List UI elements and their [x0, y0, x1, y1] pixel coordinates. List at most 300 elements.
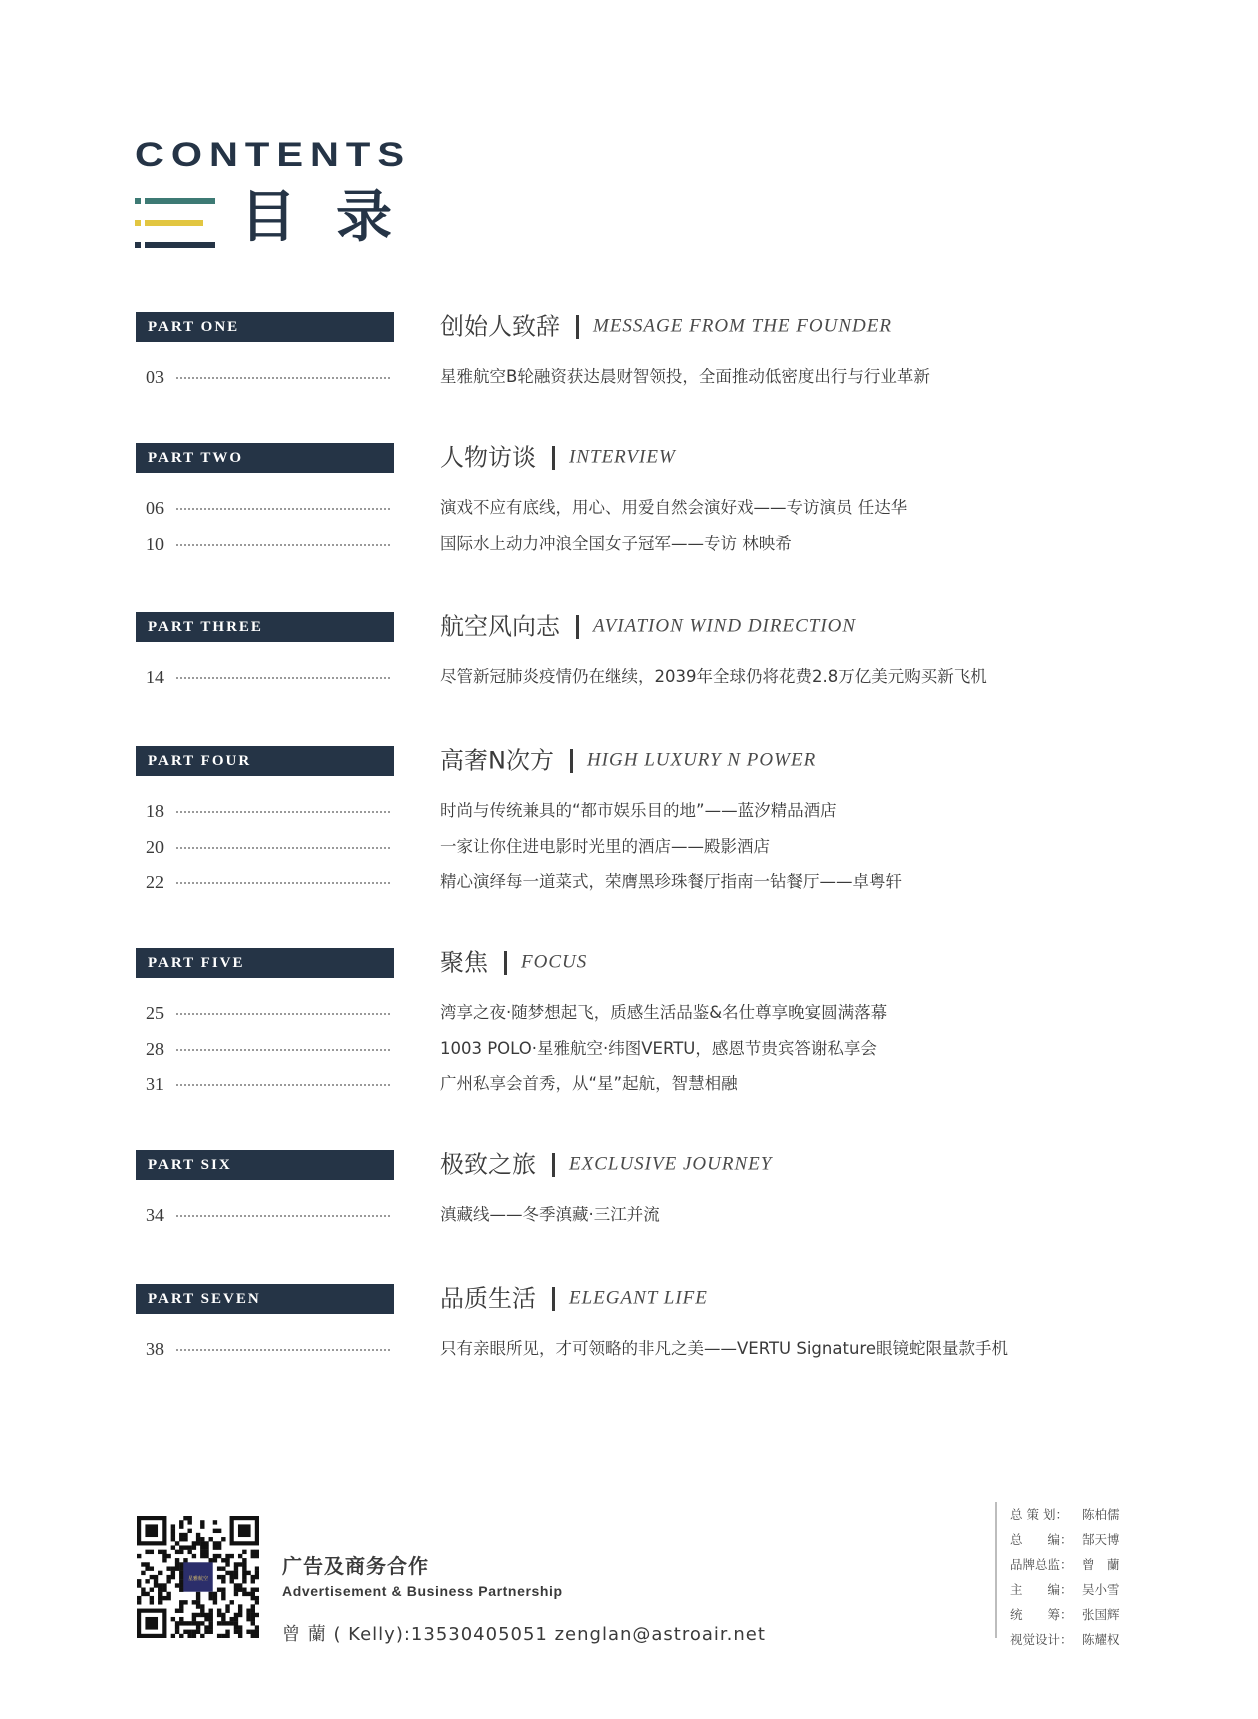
toc-entry[interactable]: [0, 1034, 1258, 1064]
qr-module: [209, 1613, 213, 1617]
qr-module: [200, 1613, 204, 1617]
toc-dot-leader: [176, 1084, 390, 1086]
qr-module: [145, 1550, 149, 1554]
toc-entry-page: 03: [146, 367, 164, 387]
qr-module: [221, 1596, 225, 1600]
qr-module: [213, 1558, 217, 1562]
qr-module: [187, 1520, 191, 1524]
qr-module: [238, 1562, 242, 1566]
toc-dot-leader: [176, 677, 390, 679]
qr-module: [204, 1617, 208, 1621]
credit-role: 统 筹：: [1010, 1607, 1073, 1622]
qr-module: [187, 1630, 191, 1634]
toc-entry[interactable]: [0, 832, 1258, 862]
qr-finder-center: [145, 1617, 158, 1630]
part-badge: PART SEVEN: [136, 1284, 394, 1314]
qr-module: [196, 1541, 200, 1545]
qr-module: [255, 1613, 259, 1617]
qr-module: [255, 1630, 259, 1634]
qr-module: [179, 1609, 183, 1613]
qr-module: [162, 1588, 166, 1592]
qr-module: [251, 1617, 255, 1621]
qr-module: [187, 1529, 191, 1533]
credit-name: 曾 蘭: [1082, 1557, 1120, 1572]
contents-logo-bars: [135, 198, 215, 248]
qr-module: [221, 1592, 225, 1596]
section-title-cn: 极致之旅: [440, 1150, 536, 1179]
credit-role: 视觉设计：: [1010, 1632, 1073, 1647]
qr-module: [217, 1545, 221, 1549]
qr-module: [137, 1596, 141, 1600]
logo-dot-yellow: [135, 220, 141, 226]
qr-module: [246, 1592, 250, 1596]
qr-module: [242, 1588, 246, 1592]
toc-entry-page: 20: [146, 836, 164, 857]
qr-module: [225, 1554, 229, 1558]
credit-name: 张国辉: [1082, 1607, 1120, 1622]
qr-module: [234, 1625, 238, 1629]
toc-entry-page: 06: [146, 498, 164, 518]
qr-module: [213, 1545, 217, 1549]
section-title-en: MESSAGE FROM THE FOUNDER: [593, 315, 892, 337]
qr-code-image: [137, 1516, 259, 1638]
toc-entry[interactable]: [0, 796, 1258, 826]
qr-module: [217, 1575, 221, 1579]
qr-module: [251, 1592, 255, 1596]
qr-module: [171, 1575, 175, 1579]
qr-module: [137, 1600, 141, 1604]
credit-role: 品牌总监：: [1010, 1557, 1073, 1572]
qr-module: [171, 1545, 175, 1549]
qr-module: [166, 1554, 170, 1558]
part-badge: PART FOUR: [136, 746, 394, 776]
qr-module: [179, 1617, 183, 1621]
qr-module: [221, 1558, 225, 1562]
qr-module: [251, 1604, 255, 1608]
credit-name: 郜天博: [1082, 1532, 1120, 1547]
credits-divider: [995, 1502, 997, 1638]
part-badge: PART ONE: [136, 312, 394, 342]
toc-entry-page: 31: [146, 1074, 164, 1094]
qr-module: [196, 1630, 200, 1634]
qr-module: [166, 1592, 170, 1596]
section-title-cn: 人物访谈: [440, 443, 536, 472]
toc-dot-leader: [176, 377, 390, 379]
ad-title-en: Advertisement & Business Partnership: [282, 1583, 563, 1599]
qr-module: [192, 1634, 196, 1638]
qr-module: [192, 1545, 196, 1549]
toc-dot-leader: [176, 1215, 390, 1217]
qr-module: [213, 1600, 217, 1604]
qr-module: [141, 1588, 145, 1592]
qr-module: [234, 1583, 238, 1587]
section-heading[interactable]: [440, 1282, 708, 1314]
qr-module: [230, 1600, 234, 1604]
qr-module: [158, 1592, 162, 1596]
credit-role: 总 编：: [1010, 1532, 1073, 1547]
qr-module: [217, 1566, 221, 1570]
qr-module: [179, 1600, 183, 1604]
qr-module: [213, 1541, 217, 1545]
toc-entry-title: 演戏不应有底线，用心、用爱自然会演好戏——专访演员 任达华: [440, 498, 908, 517]
toc-entry-title: 尽管新冠肺炎疫情仍在继续，2039年全球仍将花费2.8万亿美元购买新飞机: [440, 667, 987, 686]
qr-module: [209, 1617, 213, 1621]
qr-module: [166, 1579, 170, 1583]
qr-module: [192, 1617, 196, 1621]
toc-entry-title: 广州私享会首秀，从“星”起航，智慧相融: [440, 1074, 738, 1093]
qr-module: [204, 1625, 208, 1629]
toc-dot-leader: [176, 1049, 390, 1051]
qr-module: [166, 1575, 170, 1579]
qr-module: [158, 1571, 162, 1575]
toc-dot-leader: [176, 1349, 390, 1351]
qr-module: [171, 1537, 175, 1541]
qr-module: [141, 1562, 145, 1566]
qr-module: [175, 1630, 179, 1634]
qr-module: [221, 1621, 225, 1625]
qr-module: [158, 1583, 162, 1587]
toc-entry[interactable]: [0, 867, 1258, 897]
qr-module: [234, 1617, 238, 1621]
qr-module: [230, 1571, 234, 1575]
qr-module: [234, 1613, 238, 1617]
qr-module: [251, 1550, 255, 1554]
qr-module: [187, 1550, 191, 1554]
qr-module: [141, 1592, 145, 1596]
qr-module: [251, 1575, 255, 1579]
qr-module: [242, 1558, 246, 1562]
qr-module: [154, 1583, 158, 1587]
qr-module: [242, 1592, 246, 1596]
qr-module: [251, 1588, 255, 1592]
qr-module: [251, 1634, 255, 1638]
qr-module: [234, 1630, 238, 1634]
qr-module: [179, 1579, 183, 1583]
toc-entry-title: 精心演绎每一道菜式，荣膺黑珍珠餐厅指南一钻餐厅——卓粤轩: [440, 872, 902, 891]
qr-module: [179, 1588, 183, 1592]
toc-entry[interactable]: [0, 662, 1258, 692]
logo-dot-navy: [135, 242, 141, 248]
qr-module: [183, 1558, 187, 1562]
part-badge: PART FIVE: [136, 948, 394, 978]
qr-module: [196, 1621, 200, 1625]
part-badge: PART THREE: [136, 612, 394, 642]
qr-module: [221, 1634, 225, 1638]
qr-module: [255, 1571, 259, 1575]
section-title-separator: [552, 1287, 555, 1311]
toc-entry-title: 星雅航空B轮融资获达晨财智领投，全面推动低密度出行与行业革新: [440, 367, 930, 386]
qr-module: [145, 1566, 149, 1570]
qr-module: [150, 1600, 154, 1604]
qr-module: [196, 1613, 200, 1617]
qr-module: [162, 1583, 166, 1587]
qr-module: [196, 1600, 200, 1604]
toc-entry-page: 34: [146, 1205, 164, 1225]
qr-module: [145, 1562, 149, 1566]
qr-module: [221, 1579, 225, 1583]
qr-module: [179, 1583, 183, 1587]
logo-bar-teal: [145, 198, 215, 204]
qr-module: [242, 1571, 246, 1575]
qr-module: [242, 1550, 246, 1554]
qr-module: [187, 1545, 191, 1549]
toc-entry-title: 滇藏线——冬季滇藏·三江并流: [440, 1205, 660, 1224]
qr-module: [200, 1621, 204, 1625]
qr-module: [251, 1579, 255, 1583]
toc-dot-leader: [176, 544, 390, 546]
qr-module: [217, 1621, 221, 1625]
qr-module: [196, 1596, 200, 1600]
qr-module: [162, 1554, 166, 1558]
qr-module: [255, 1596, 259, 1600]
qr-module: [175, 1562, 179, 1566]
qr-module: [238, 1630, 242, 1634]
qr-module: [171, 1524, 175, 1528]
qr-module: [183, 1545, 187, 1549]
qr-module: [217, 1634, 221, 1638]
qr-module: [251, 1609, 255, 1613]
qr-module: [251, 1630, 255, 1634]
qr-module: [217, 1588, 221, 1592]
section-title-separator: [576, 615, 579, 639]
qr-module: [162, 1550, 166, 1554]
qr-module: [200, 1545, 204, 1549]
credits-list: [1010, 1502, 1160, 1652]
qr-module: [200, 1604, 204, 1608]
section-heading[interactable]: [440, 946, 587, 978]
credit-row: [1010, 1552, 1160, 1577]
section-heading[interactable]: [440, 310, 892, 342]
toc-entry-title: 一家让你住进电影时光里的酒店——殿影酒店: [440, 836, 770, 856]
toc-entry[interactable]: [0, 493, 1258, 523]
qr-module: [225, 1604, 229, 1608]
qr-module: [234, 1588, 238, 1592]
qr-logo-text: 星雅航空: [187, 1575, 209, 1582]
qr-module: [217, 1554, 221, 1558]
qr-module: [166, 1596, 170, 1600]
qr-module: [204, 1554, 208, 1558]
qr-module: [183, 1516, 187, 1520]
qr-module: [150, 1588, 154, 1592]
qr-module: [175, 1625, 179, 1629]
qr-module: [162, 1596, 166, 1600]
qr-module: [179, 1533, 183, 1537]
section-title-separator: [576, 315, 579, 339]
qr-module: [192, 1554, 196, 1558]
qr-module: [230, 1579, 234, 1583]
qr-module: [209, 1592, 213, 1596]
qr-module: [200, 1609, 204, 1613]
toc-entry-title: 湾享之夜·随梦想起飞，质感生活品鉴&名仕尊享晚宴圆满落幕: [440, 1003, 888, 1022]
qr-module: [204, 1550, 208, 1554]
qr-module: [246, 1613, 250, 1617]
qr-module: [213, 1554, 217, 1558]
qr-module: [175, 1609, 179, 1613]
qr-module: [255, 1625, 259, 1629]
toc-entry[interactable]: [0, 1334, 1258, 1364]
qr-module: [179, 1571, 183, 1575]
qr-module: [246, 1571, 250, 1575]
qr-module: [213, 1592, 217, 1596]
qr-module: [200, 1520, 204, 1524]
qr-module: [204, 1541, 208, 1545]
qr-module: [179, 1566, 183, 1570]
qr-module: [204, 1630, 208, 1634]
toc-entry[interactable]: [0, 1200, 1258, 1230]
qr-module: [179, 1520, 183, 1524]
qr-module: [171, 1634, 175, 1638]
qr-module: [192, 1630, 196, 1634]
contents-cn-title: 目录: [240, 185, 432, 250]
toc-entry-title: 只有亲眼所见，才可领略的非凡之美——VERTU Signature眼镜蛇限量款手机: [440, 1339, 1008, 1358]
qr-module: [238, 1604, 242, 1608]
toc-entry-page: 10: [146, 533, 164, 554]
qr-module: [238, 1613, 242, 1617]
qr-module: [255, 1588, 259, 1592]
qr-module: [200, 1524, 204, 1528]
qr-module: [200, 1537, 204, 1541]
qr-module: [225, 1571, 229, 1575]
qr-module: [221, 1613, 225, 1617]
qr-module: [251, 1596, 255, 1600]
qr-module: [183, 1621, 187, 1625]
qr-module: [213, 1529, 217, 1533]
qr-module: [217, 1541, 221, 1545]
qr-module: [234, 1571, 238, 1575]
qr-module: [225, 1630, 229, 1634]
qr-module: [192, 1600, 196, 1604]
logo-bar-navy: [145, 242, 215, 248]
qr-module: [204, 1613, 208, 1617]
qr-module: [158, 1596, 162, 1600]
qr-module: [171, 1529, 175, 1533]
qr-module: [150, 1575, 154, 1579]
section-title-en: AVIATION WIND DIRECTION: [593, 615, 857, 637]
toc-entry[interactable]: [0, 998, 1258, 1028]
qr-module: [217, 1613, 221, 1617]
qr-module: [234, 1566, 238, 1570]
qr-module: [196, 1592, 200, 1596]
qr-module: [217, 1609, 221, 1613]
qr-module: [145, 1592, 149, 1596]
credit-role: 总 策 划：: [1010, 1507, 1068, 1522]
qr-module: [238, 1583, 242, 1587]
qr-module: [225, 1562, 229, 1566]
toc-entry[interactable]: [0, 362, 1258, 392]
qr-module: [179, 1575, 183, 1579]
qr-finder-center: [238, 1524, 251, 1537]
toc-entry[interactable]: [0, 1069, 1258, 1099]
qr-module: [255, 1566, 259, 1570]
qr-module: [179, 1524, 183, 1528]
qr-module: [154, 1575, 158, 1579]
section-heading[interactable]: [440, 610, 856, 642]
qr-module: [150, 1566, 154, 1570]
qr-module: [234, 1562, 238, 1566]
qr-module: [238, 1609, 242, 1613]
qr-module: [158, 1588, 162, 1592]
qr-module: [242, 1575, 246, 1579]
credit-row: [1010, 1502, 1160, 1527]
section-heading[interactable]: [440, 1148, 772, 1180]
qr-module: [196, 1604, 200, 1608]
qr-module: [158, 1600, 162, 1604]
toc-entry[interactable]: [0, 529, 1258, 559]
qr-module: [200, 1554, 204, 1558]
qr-module: [171, 1617, 175, 1621]
qr-module: [196, 1533, 200, 1537]
qr-module: [192, 1621, 196, 1625]
credit-row: [1010, 1527, 1160, 1552]
section-heading[interactable]: [440, 441, 676, 473]
qr-module: [217, 1529, 221, 1533]
qr-module: [238, 1588, 242, 1592]
qr-module: [209, 1621, 213, 1625]
qr-module: [183, 1630, 187, 1634]
section-heading[interactable]: [440, 744, 816, 776]
qr-module: [200, 1634, 204, 1638]
qr-module: [200, 1550, 204, 1554]
section-title-cn: 品质生活: [440, 1284, 536, 1313]
section-title-en: EXCLUSIVE JOURNEY: [569, 1153, 773, 1175]
toc-dot-leader: [176, 508, 390, 510]
qr-module: [213, 1520, 217, 1524]
contents-heading: CONTENTS: [135, 136, 411, 174]
qr-module: [238, 1634, 242, 1638]
credit-row: [1010, 1602, 1160, 1627]
section-title-separator: [504, 951, 507, 975]
toc-entry-title: 时尚与传统兼具的“都市娱乐目的地”——蓝汐精品酒店: [440, 801, 837, 820]
qr-module: [175, 1583, 179, 1587]
ad-contact: 曾 蘭 ( Kelly):13530405051 zenglan@astroair.net: [282, 1624, 766, 1645]
qr-module: [246, 1617, 250, 1621]
qr-module: [175, 1558, 179, 1562]
qr-code[interactable]: [137, 1516, 259, 1638]
qr-module: [150, 1596, 154, 1600]
qr-finder-center: [145, 1524, 158, 1537]
qr-module: [209, 1537, 213, 1541]
qr-module: [242, 1579, 246, 1583]
qr-module: [137, 1583, 141, 1587]
qr-module: [179, 1537, 183, 1541]
credit-name: 吴小雪: [1082, 1582, 1120, 1597]
qr-module: [179, 1604, 183, 1608]
qr-module: [242, 1562, 246, 1566]
qr-module: [238, 1625, 242, 1629]
qr-module: [251, 1613, 255, 1617]
section-title-en: HIGH LUXURY N POWER: [586, 749, 817, 771]
section-title-separator: [552, 446, 555, 470]
qr-module: [221, 1537, 225, 1541]
section-title-en: INTERVIEW: [569, 446, 676, 468]
toc-entry-page: 28: [146, 1038, 164, 1059]
logo-bar-yellow: [145, 220, 203, 226]
qr-module: [183, 1537, 187, 1541]
section-title-cn: 航空风向志: [440, 612, 560, 641]
credit-name: 陈柏儒: [1082, 1507, 1120, 1522]
qr-module: [137, 1554, 141, 1558]
qr-module: [171, 1571, 175, 1575]
section-title-cn: 聚焦: [440, 948, 488, 977]
section-title-cn: 高奢N次方: [440, 746, 554, 775]
qr-module: [255, 1550, 259, 1554]
qr-module: [183, 1600, 187, 1604]
qr-module: [255, 1600, 259, 1604]
qr-module: [179, 1545, 183, 1549]
qr-module: [234, 1575, 238, 1579]
qr-module: [234, 1592, 238, 1596]
toc-entry-page: 22: [146, 872, 164, 892]
